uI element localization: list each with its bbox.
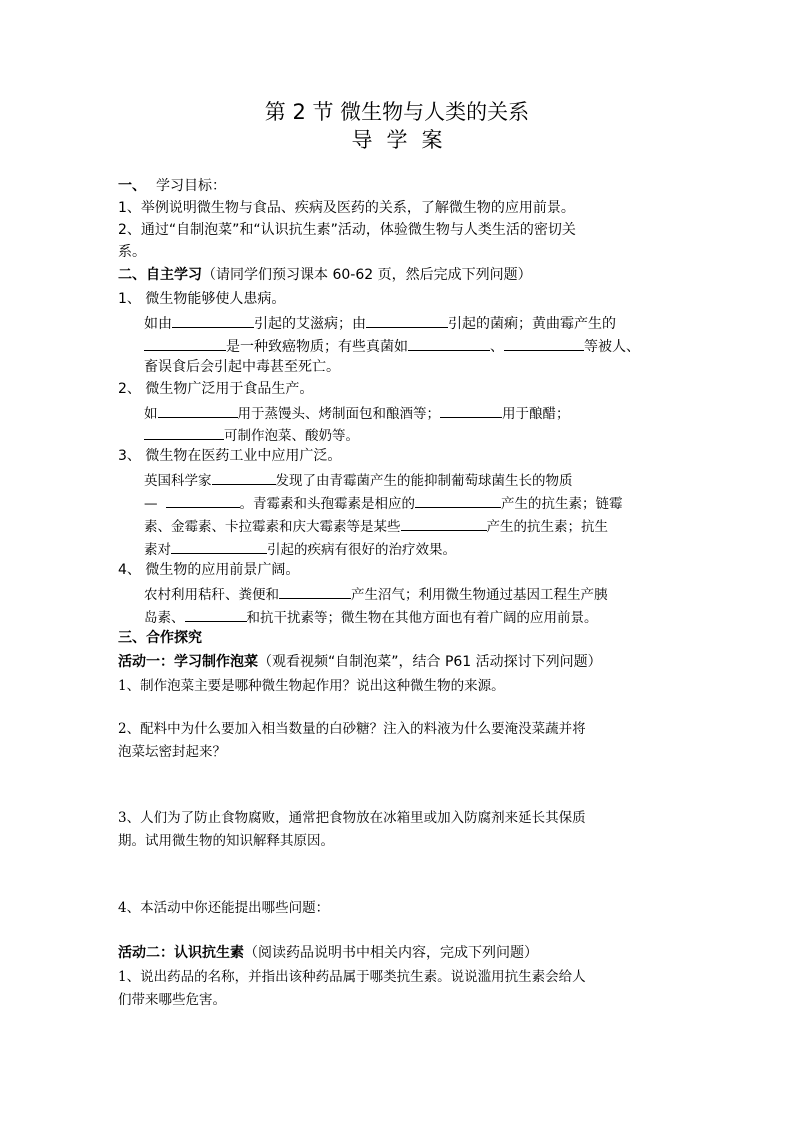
q2-title: 2、 微生物广泛用于食品生产。 xyxy=(118,381,314,397)
activity1-q2-line-2: 泡菜坛密封起来？ xyxy=(118,744,226,760)
activity1-q3-line-2: 期。试用微生物的知识解释其原因。 xyxy=(118,833,334,849)
section1-item-2: 2、通过“自制泡菜”和“认识抗生素”活动，体验微生物与人类生活的密切关 xyxy=(118,222,576,238)
activity1-q2-line-1: 2、配料中为什么要加入相当数量的白砂糖？注入的料液为什么要淹没菜蔬并将 xyxy=(118,721,586,737)
q3-title: 3、 微生物在医药工业中应用广泛。 xyxy=(118,448,342,464)
q4-line-1: 农村利用秸秆、粪便和 产生沼气；利用微生物通过基因工程生产胰 xyxy=(144,583,678,606)
blank-14[interactable] xyxy=(279,583,351,599)
blank-2[interactable] xyxy=(366,312,448,328)
activity2-q1-line-2: 们带来哪些危害。 xyxy=(118,992,226,1008)
page-subtitle: 导学案 xyxy=(351,128,457,152)
blank-10[interactable] xyxy=(166,492,240,508)
q3-line-4: 素对 引起的疾病有很好的治疗效果。 xyxy=(144,538,678,561)
section3-heading: 三、合作探究 xyxy=(118,630,202,646)
q3-line-2: — 。青霉素和头孢霉素是相应的 产生的抗生素；链霉 xyxy=(144,492,678,515)
q1-line-3: 畜误食后会引起中毒甚至死亡。 xyxy=(144,359,340,375)
section2-heading: 二、自主学习（请同学们预习课本 60-62 页，然后完成下列问题） xyxy=(118,267,532,283)
blank-15[interactable] xyxy=(185,606,247,622)
blank-5[interactable] xyxy=(504,335,584,351)
q1-line-1: 如由 引起的艾滋病；由 引起的菌痢；黄曲霉产生的 xyxy=(144,312,678,335)
activity1-q1: 1、制作泡菜主要是哪种微生物起作用？说出这种微生物的来源。 xyxy=(118,678,505,694)
blank-9[interactable] xyxy=(212,469,276,485)
activity2-q1-line-1: 1、说出药品的名称，并指出该种药品属于哪类抗生素。说说滥用抗生素会给人 xyxy=(118,969,586,985)
q4-title: 4、 微生物的应用前景广阔。 xyxy=(118,562,300,578)
q3-line-1: 英国科学家 发现了由青霉菌产生的能抑制葡萄球菌生长的物质 xyxy=(144,469,678,492)
blank-1[interactable] xyxy=(172,312,254,328)
blank-4[interactable] xyxy=(408,335,490,351)
section1-item-1: 1、举例说明微生物与食品、疾病及医药的关系，了解微生物的应用前景。 xyxy=(118,200,575,216)
blank-3[interactable] xyxy=(144,335,226,351)
blank-12[interactable] xyxy=(401,515,487,531)
blank-11[interactable] xyxy=(415,492,501,508)
blank-8[interactable] xyxy=(144,424,224,440)
q3-line-3: 素、金霉素、卡拉霉素和庆大霉素等是某些 产生的抗生素；抗生 xyxy=(144,515,678,538)
activity1-q4: 4、本活动中你还能提出哪些问题： xyxy=(118,900,330,916)
blank-7[interactable] xyxy=(440,402,502,418)
q4-line-2: 岛素、 和抗干扰素等；微生物在其他方面也有着广阔的应用前景。 xyxy=(144,606,678,629)
blank-13[interactable] xyxy=(171,538,267,554)
activity1-q3-line-1: 3、人们为了防止食物腐败，通常把食物放在冰箱里或加入防腐剂来延长其保质 xyxy=(118,810,586,826)
page-title: 第 2 节 微生物与人类的关系 xyxy=(264,100,530,124)
q2-line-2: 可制作泡菜、酸奶等。 xyxy=(144,424,678,447)
section1-heading: 一、 学习目标： xyxy=(118,178,226,194)
activity1-heading: 活动一：学习制作泡菜（观看视频“自制泡菜”，结合 P61 活动探讨下列问题） xyxy=(118,654,602,670)
section1-item-3: 系。 xyxy=(118,244,146,260)
q1-line-2: 是一种致癌物质；有些真菌如 、 等被人、 xyxy=(144,335,678,358)
blank-6[interactable] xyxy=(158,402,238,418)
activity2-heading: 活动二：认识抗生素（阅读药品说明书中相关内容，完成下列问题） xyxy=(118,945,538,961)
q2-line-1: 如 用于蒸馒头、烤制面包和酿酒等； 用于酿醋； xyxy=(144,402,678,425)
q1-title: 1、 微生物能够使人患病。 xyxy=(118,291,286,307)
